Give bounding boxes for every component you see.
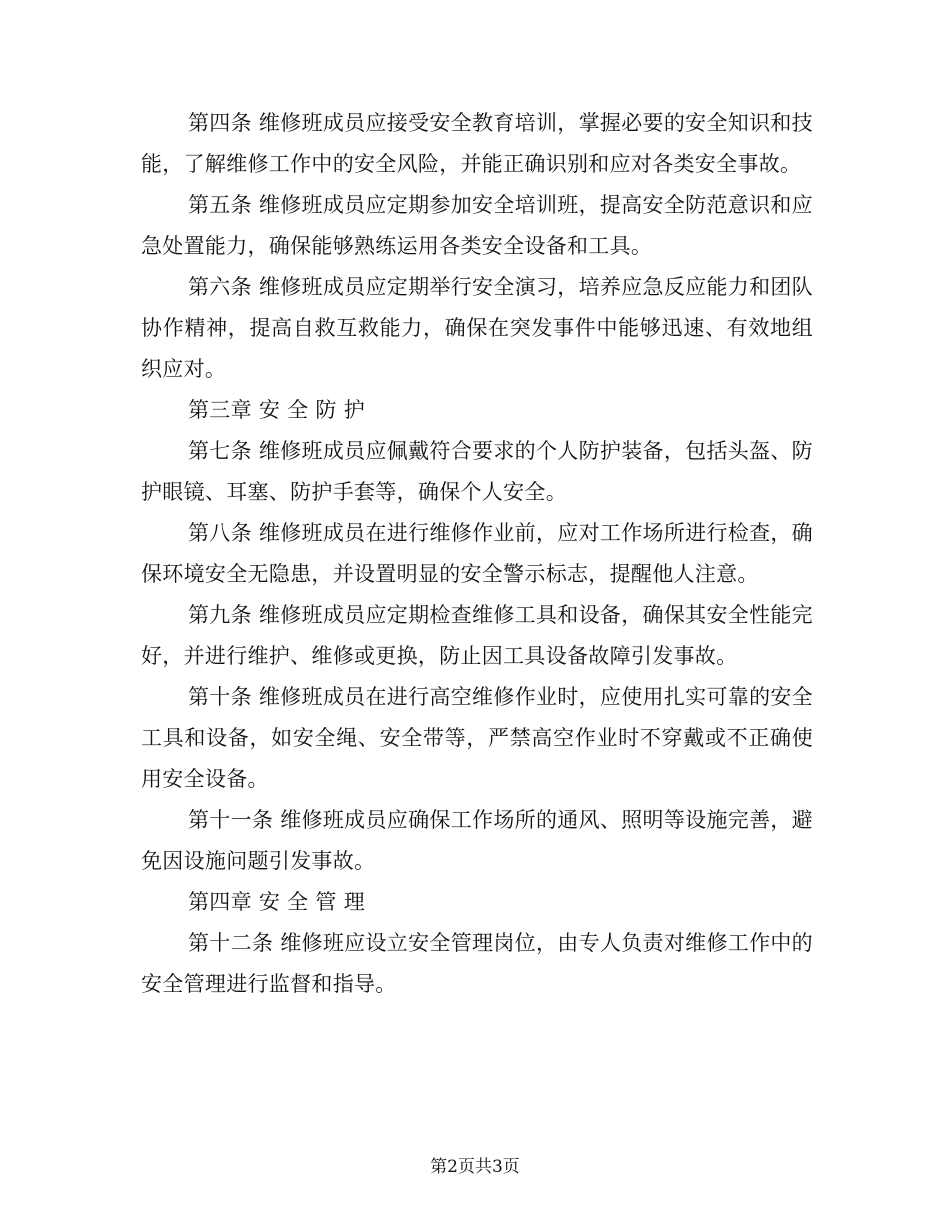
article-12-paragraph: 第十二条 维修班应设立安全管理岗位，由专人负责对维修工作中的安全管理进行监督和指导。 (141, 931, 813, 996)
article-5-paragraph: 第五条 维修班成员应定期参加安全培训班，提高安全防范意识和应急处置能力，确保能够熟练运用各类安全设备和工具。 (141, 193, 813, 258)
chapter-3-heading: 第三章 安 全 防 护 (188, 398, 366, 422)
article-4-paragraph: 第四条 维修班成员应接受安全教育培训，掌握必要的安全知识和技能，了解维修工作中的安全风险，并能正确识别和应对各类安全事故。 (141, 111, 813, 176)
article-10-paragraph: 第十条 维修班成员在进行高空维修作业时，应使用扎实可靠的安全工具和设备，如安全绳、安全带等，严禁高空作业时不穿戴或不正确使用安全设备。 (141, 685, 813, 791)
chapter-4-heading: 第四章 安 全 管 理 (188, 890, 366, 914)
article-9-paragraph: 第九条 维修班成员应定期检查维修工具和设备，确保其安全性能完好，并进行维护、维修或更换，防止因工具设备故障引发事故。 (141, 603, 813, 668)
article-7-paragraph: 第七条 维修班成员应佩戴符合要求的个人防护装备，包括头盔、防护眼镜、耳塞、防护手套等，确保个人安全。 (141, 439, 813, 504)
page-number-footer: 第2页共3页 (430, 1157, 520, 1177)
article-6-paragraph: 第六条 维修班成员应定期举行安全演习，培养应急反应能力和团队协作精神，提高自救互救能力，确保在突发事件中能够迅速、有效地组织应对。 (141, 275, 813, 381)
article-11-paragraph: 第十一条 维修班成员应确保工作场所的通风、照明等设施完善，避免因设施问题引发事故。 (141, 808, 813, 873)
document-body (141, 103, 813, 1005)
article-8-paragraph: 第八条 维修班成员在进行维修作业前，应对工作场所进行检查，确保环境安全无隐患，并设置明显的安全警示标志，提醒他人注意。 (141, 521, 813, 586)
